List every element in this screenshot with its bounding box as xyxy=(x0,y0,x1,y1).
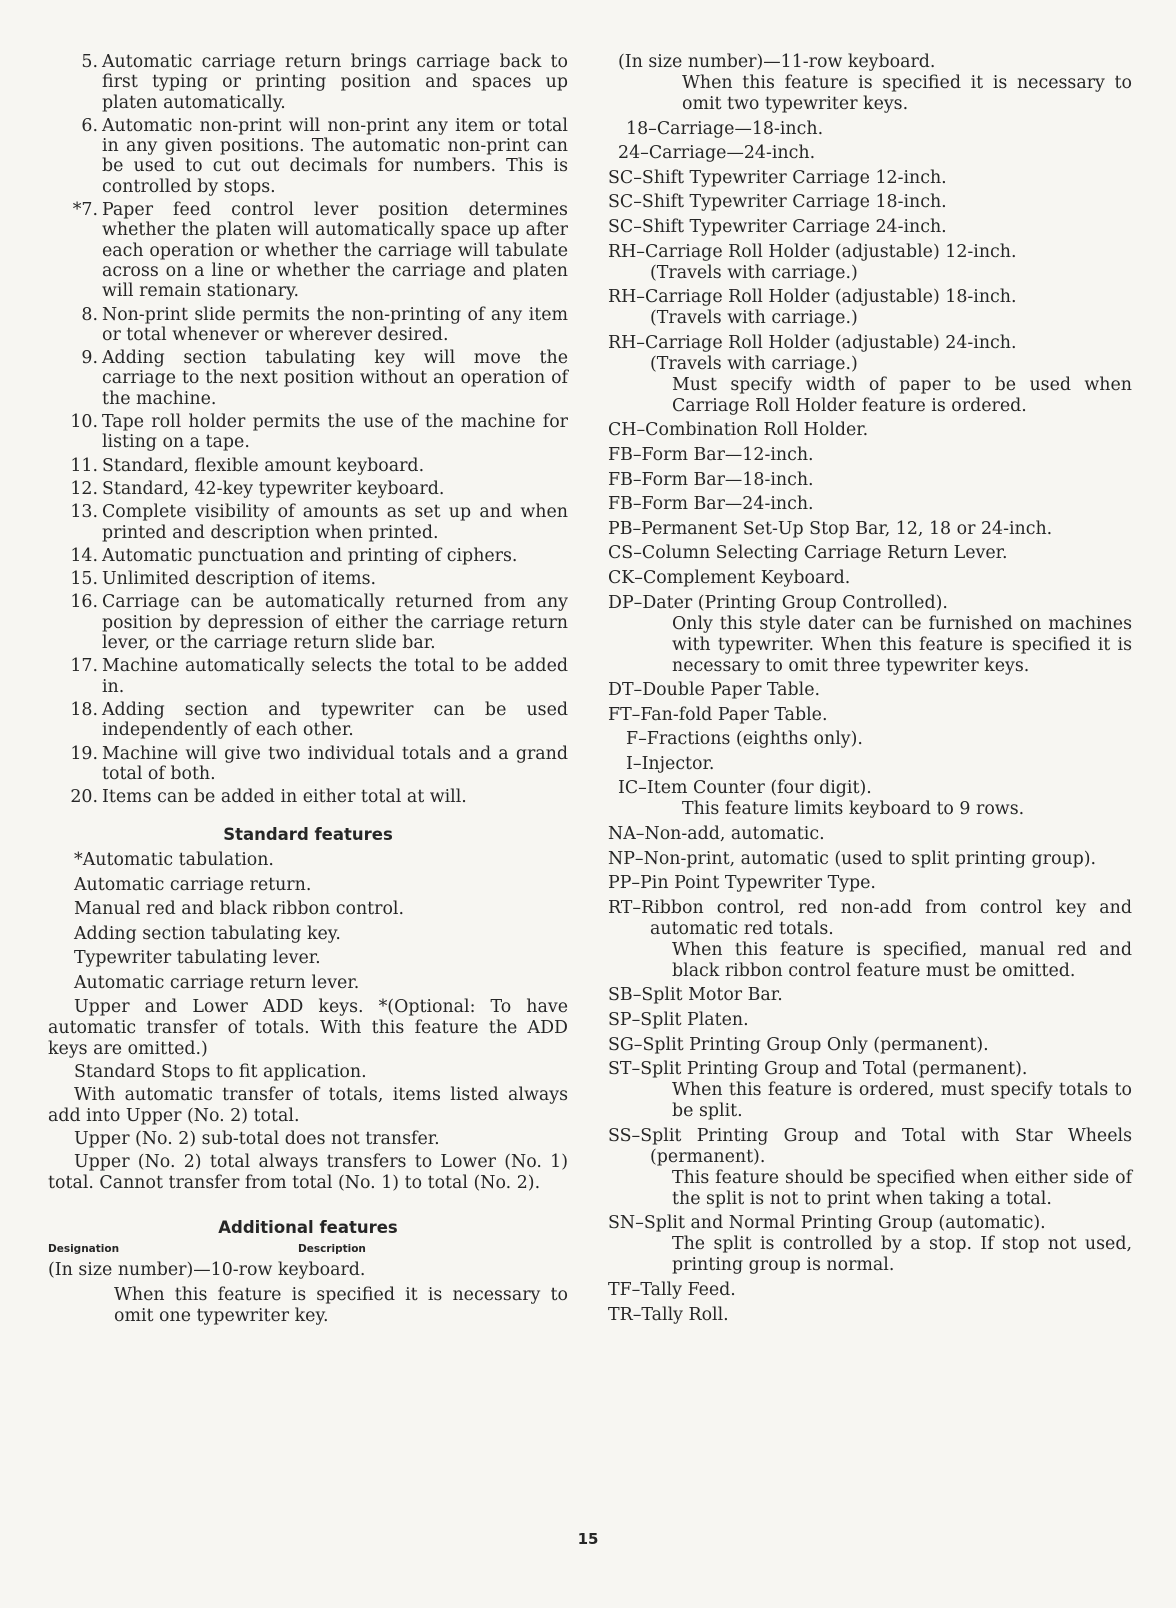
feature-entry xyxy=(608,192,1132,213)
feature-entry xyxy=(608,287,1132,329)
standard-features-list xyxy=(48,850,568,994)
numbered-item xyxy=(48,412,568,453)
numbered-item xyxy=(48,456,568,476)
item-text: Tape roll holder permits the use of the machine for listing on a tape. xyxy=(102,412,568,453)
feature-designation: SC–Shift Typewriter Carriage 12-inch. xyxy=(608,167,947,188)
feature-entry xyxy=(608,333,1132,417)
feature-entry xyxy=(608,729,1132,750)
feature-entry xyxy=(608,824,1132,845)
feature-entry xyxy=(608,143,1132,164)
feature-entry xyxy=(608,543,1132,564)
item-number: 10. xyxy=(70,412,98,433)
feature-designation: SG–Split Printing Group Only (permanent). xyxy=(608,1034,989,1055)
item-text: Items can be added in either total at will. xyxy=(102,787,467,808)
feature-designation: DT–Double Paper Table. xyxy=(608,680,821,701)
right-column xyxy=(608,52,1132,1329)
item-number: 15. xyxy=(70,569,98,590)
feature-note: Must specify width of paper to be used when Carriage Roll Holder feature is ordered. xyxy=(672,374,1132,416)
feature-note: This feature should be specified when either side of the split is not to print when taking a total. xyxy=(672,1167,1132,1209)
feature-designation: RT–Ribbon control, red non-add from control key and automatic red totals. xyxy=(608,897,1132,939)
feature-entry xyxy=(608,898,1132,982)
feature-entry xyxy=(608,778,1132,820)
feature-entry xyxy=(608,217,1132,238)
additional-first-line: (In size number)—10-row keyboard. xyxy=(48,1260,366,1281)
item-number: 9. xyxy=(81,348,98,369)
numbered-item xyxy=(48,546,568,566)
feature-designation: SS–Split Printing Group and Total with Star Wheels (permanent). xyxy=(608,1125,1132,1167)
standard-features-heading: Standard features xyxy=(223,825,393,845)
feature-entry xyxy=(608,1035,1132,1056)
item-number: 17. xyxy=(70,656,98,677)
feature-designation: CS–Column Selecting Carriage Return Lever. xyxy=(608,543,1008,564)
feature-entry xyxy=(608,754,1132,775)
numbered-item xyxy=(48,479,568,499)
numbered-item xyxy=(48,787,568,807)
numbered-item xyxy=(48,305,568,346)
feature-entry xyxy=(608,1305,1132,1326)
item-text: Machine automatically selects the total to be added in. xyxy=(102,656,568,697)
item-number: 14. xyxy=(70,545,98,566)
left-column xyxy=(48,52,568,1327)
standard-feature-line: *Automatic tabulation. xyxy=(74,850,274,871)
item-text: Paper feed control lever position determines whether the platen will automatically space up after each operation or whether the carriage will tabulate across on a line or whether the carriage and platen will remain stationary. xyxy=(102,200,568,302)
feature-designation: 24–Carriage—24-inch. xyxy=(618,143,816,164)
standard-feature-line: Automatic carriage return. xyxy=(74,874,312,895)
item-number: 5. xyxy=(81,52,98,72)
feature-note: The split is controlled by a stop. If stop not used, printing group is normal. xyxy=(672,1234,1132,1276)
designation-header: Designation xyxy=(48,1243,120,1256)
feature-entry xyxy=(608,985,1132,1006)
item-text: Non-print slide permits the non-printing of any item or total whenever or wherever desired. xyxy=(102,304,568,345)
feature-entry xyxy=(608,1213,1132,1276)
standard-features-notes xyxy=(48,997,568,1194)
standard-feature-line: Manual red and black ribbon control. xyxy=(74,899,405,920)
feature-entry xyxy=(608,52,1132,115)
feature-designation: FT–Fan-fold Paper Table. xyxy=(608,704,828,725)
item-text: Carriage can be automatically returned from any position by depression of either the carriage return lever, or the carriage return slide bar. xyxy=(102,592,568,654)
feature-note: This feature limits keyboard to 9 rows. xyxy=(682,799,1025,820)
item-number: 6. xyxy=(81,115,98,136)
numbered-item xyxy=(48,700,568,741)
feature-designation: SP–Split Platen. xyxy=(608,1010,749,1031)
feature-entry xyxy=(608,1059,1132,1122)
item-text: Complete visibility of amounts as set up and when printed and description when printed. xyxy=(102,502,568,543)
feature-designation: RH–Carriage Roll Holder (adjustable) 12-inch. xyxy=(608,241,1017,262)
feature-note: When this feature is ordered, must specify totals to be split. xyxy=(672,1080,1132,1122)
numbered-item xyxy=(48,656,568,697)
feature-entry xyxy=(608,593,1132,677)
feature-continuation: (Travels with carriage.) xyxy=(650,262,858,283)
numbered-item xyxy=(48,52,568,113)
feature-entry xyxy=(608,1126,1132,1210)
feature-designation: SN–Split and Normal Printing Group (automatic). xyxy=(608,1213,1046,1234)
feature-designation: SC–Shift Typewriter Carriage 18-inch. xyxy=(608,192,947,213)
feature-designation: I–Injector. xyxy=(626,753,715,774)
numbered-item xyxy=(48,592,568,653)
additional-features-heading: Additional features xyxy=(218,1218,398,1238)
item-text: Automatic punctuation and printing of ciphers. xyxy=(102,545,518,566)
numbered-item xyxy=(48,744,568,785)
item-text: Adding section tabulating key will move the carriage to the next position without an operation of the machine. xyxy=(102,348,568,409)
feature-entry xyxy=(608,445,1132,466)
item-number: 19. xyxy=(70,743,98,764)
item-number: 11. xyxy=(70,455,98,476)
feature-designation: CK–Complement Keyboard. xyxy=(608,567,851,588)
feature-designation: (In size number)—11-row keyboard. xyxy=(618,52,936,72)
standard-feature-line: Typewriter tabulating lever. xyxy=(74,948,321,969)
feature-designation: CH–Combination Roll Holder. xyxy=(608,420,869,441)
feature-designation: ST–Split Printing Group and Total (permanent). xyxy=(608,1059,1028,1080)
description-header: Description xyxy=(298,1243,366,1256)
feature-entry xyxy=(608,1010,1132,1031)
feature-continuation: (Travels with carriage.) xyxy=(650,353,858,374)
feature-entry xyxy=(608,1280,1132,1301)
feature-designation: IC–Item Counter (four digit). xyxy=(618,778,872,799)
feature-designation: PP–Pin Point Typewriter Type. xyxy=(608,873,876,894)
feature-note: Only this style dater can be furnished on machines with typewriter. When this feature is specified it is necessary to omit three typewriter keys. xyxy=(672,613,1132,676)
numbered-feature-list xyxy=(48,52,568,807)
standard-feature-line: Adding section tabulating key. xyxy=(74,923,341,944)
feature-entry xyxy=(608,420,1132,441)
item-number: 20. xyxy=(70,787,98,808)
numbered-item xyxy=(48,569,568,589)
item-text: Unlimited description of items. xyxy=(102,569,377,590)
standard-feature-line: Automatic carriage return lever. xyxy=(74,972,360,993)
feature-designation: TR–Tally Roll. xyxy=(608,1304,729,1325)
feature-entry xyxy=(608,494,1132,515)
standard-feature-note: Standard Stops to fit application. xyxy=(74,1062,367,1083)
feature-designation: DP–Dater (Printing Group Controlled). xyxy=(608,592,948,613)
item-text: Automatic carriage return brings carriage back to first typing or printing position and spaces up platen automatically. xyxy=(102,52,568,113)
feature-entry xyxy=(608,168,1132,189)
numbered-item xyxy=(48,502,568,543)
numbered-item xyxy=(48,200,568,301)
feature-designation: SB–Split Motor Bar. xyxy=(608,985,783,1006)
standard-feature-note: Upper (No. 2) sub-total does not transfer. xyxy=(74,1129,440,1150)
feature-designation: TF–Tally Feed. xyxy=(608,1280,736,1300)
feature-entry xyxy=(608,873,1132,894)
feature-designation: NA–Non-add, automatic. xyxy=(608,824,825,845)
column-headers xyxy=(48,1243,568,1255)
feature-entry xyxy=(608,568,1132,589)
standard-feature-note: Upper (No. 2) total always transfers to Lower (No. 1) total. Cannot transfer from total (No. 1) to total (No. 2). xyxy=(48,1152,568,1194)
feature-entry xyxy=(608,519,1132,540)
item-number: 18. xyxy=(70,699,98,720)
feature-entry xyxy=(608,849,1132,870)
feature-entry xyxy=(608,242,1132,284)
feature-continuation: (Travels with carriage.) xyxy=(650,308,858,329)
feature-designation: FB–Form Bar—12-inch. xyxy=(608,444,814,465)
item-text: Standard, flexible amount keyboard. xyxy=(102,455,425,476)
feature-designation: FB–Form Bar—18-inch. xyxy=(608,469,814,490)
item-text: Standard, 42-key typewriter keyboard. xyxy=(102,478,445,499)
feature-designation: 18–Carriage—18-inch. xyxy=(626,118,824,139)
item-number: 8. xyxy=(81,304,98,325)
numbered-item xyxy=(48,348,568,409)
standard-feature-note: Upper and Lower ADD keys. *(Optional: To have automatic transfer of totals. With this feature the ADD keys are omitted.) xyxy=(48,997,568,1060)
item-text: Automatic non-print will non-print any item or total in any given positions. The automatic non-print can be used to cut out decimals for numbers. This is controlled by stops. xyxy=(102,115,568,197)
numbered-item xyxy=(48,116,568,197)
feature-designation: PB–Permanent Set-Up Stop Bar, 12, 18 or 24-inch. xyxy=(608,518,1053,539)
item-number: *7. xyxy=(72,200,98,221)
feature-designation: RH–Carriage Roll Holder (adjustable) 18-inch. xyxy=(608,287,1017,308)
item-text: Machine will give two individual totals and a grand total of both. xyxy=(102,743,568,784)
standard-feature-note: With automatic transfer of totals, items listed always add into Upper (No. 2) total. xyxy=(48,1085,568,1127)
item-number: 13. xyxy=(70,502,98,523)
feature-note: When this feature is specified it is necessary to omit two typewriter keys. xyxy=(682,73,1132,114)
feature-note: When this feature is specified, manual red and black ribbon control feature must be omitted. xyxy=(672,939,1132,981)
feature-entry xyxy=(608,705,1132,726)
feature-designation: RH–Carriage Roll Holder (adjustable) 24-inch. xyxy=(608,332,1017,353)
additional-first-note: When this feature is specified it is necessary to omit one typewriter key. xyxy=(114,1284,568,1326)
feature-designation: F–Fractions (eighths only). xyxy=(626,729,863,750)
item-text: Adding section and typewriter can be used independently of each other. xyxy=(102,699,568,741)
item-number: 12. xyxy=(70,478,98,499)
feature-entry xyxy=(608,119,1132,140)
feature-designation: SC–Shift Typewriter Carriage 24-inch. xyxy=(608,216,947,237)
page-number: 15 xyxy=(577,1530,599,1548)
feature-designation: FB–Form Bar—24-inch. xyxy=(608,494,814,515)
feature-designation: NP–Non-print, automatic (used to split printing group). xyxy=(608,848,1097,869)
feature-entry xyxy=(608,470,1132,491)
feature-entry xyxy=(608,680,1132,701)
item-number: 16. xyxy=(70,592,98,613)
